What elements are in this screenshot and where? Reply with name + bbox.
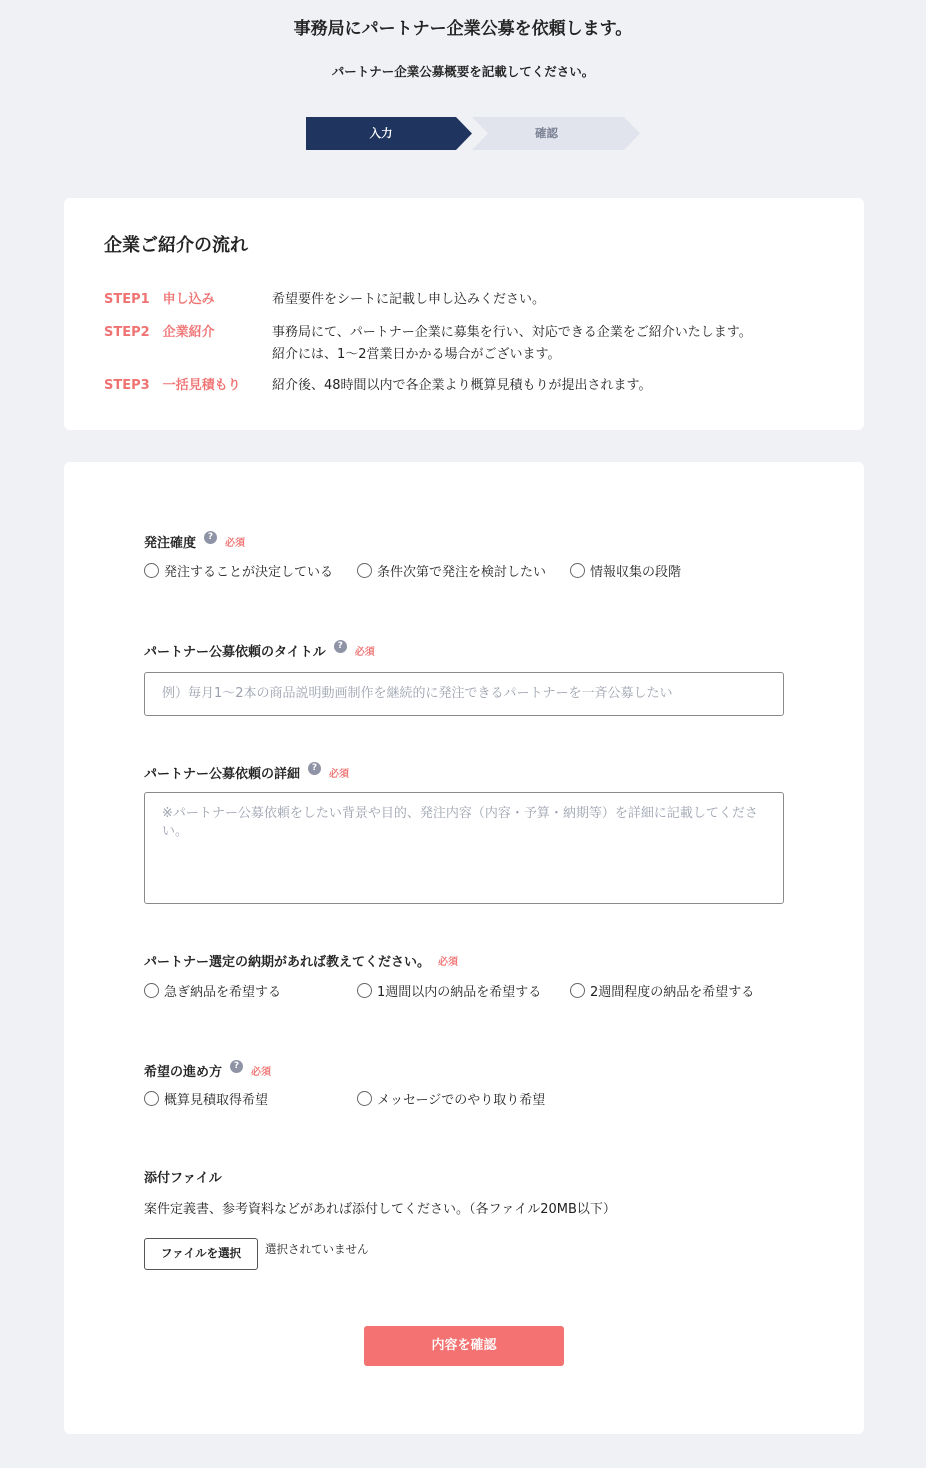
certainty-radio-group <box>144 561 844 581</box>
title-label: パートナー公募依頼のタイトル ? 必須 <box>144 641 375 660</box>
file-status: 選択されていません <box>265 1242 369 1256</box>
confirm-button[interactable]: 内容を確認 <box>364 1326 564 1366</box>
required-badge: 必須 <box>354 647 375 658</box>
page-title: 事務局にパートナー企業公募を依頼します。 <box>293 19 633 39</box>
radio-circle-icon[interactable] <box>357 983 372 998</box>
radio-circle-icon[interactable] <box>570 563 585 578</box>
radio-circle-icon[interactable] <box>144 983 159 998</box>
help-icon[interactable]: ? <box>204 531 217 544</box>
flow-step-description: 希望要件をシートに記載し申し込みください。 <box>272 292 546 307</box>
deadline-label: パートナー選定の納期があれば教えてください。 必須 <box>144 955 459 970</box>
flow-step-label: STEP2 企業紹介 <box>104 325 215 340</box>
radio-certainty-research[interactable]: 情報収集の段階 <box>570 561 681 580</box>
flow-title: 企業ご紹介の流れ <box>104 235 248 256</box>
help-icon[interactable]: ? <box>334 640 347 653</box>
detail-textarea[interactable]: ※パートナー公募依頼をしたい背景や目的、発注内容（内容・予算・納期等）を詳細に記載してください。 <box>144 792 784 904</box>
flow-step-description: 事務局にて、パートナー企業に募集を行い、対応できる企業をご紹介いたします。 紹介には、1〜2営業日かかる場合がございます。 <box>272 325 752 362</box>
help-icon[interactable]: ? <box>308 762 321 775</box>
radio-circle-icon[interactable] <box>570 983 585 998</box>
approach-label: 希望の進め方 ? 必須 <box>144 1061 272 1080</box>
required-badge: 必須 <box>438 957 459 968</box>
step-confirm-label: 確認 <box>535 126 558 140</box>
radio-approach-estimate[interactable]: 概算見積取得希望 <box>144 1089 268 1108</box>
radio-circle-icon[interactable] <box>357 1091 372 1106</box>
required-badge: 必須 <box>329 769 350 780</box>
step-input-label: 入力 <box>369 126 393 140</box>
detail-label: パートナー公募依頼の詳細 ? 必須 <box>144 763 350 782</box>
radio-certainty-considering[interactable]: 条件次第で発注を検討したい <box>357 561 546 580</box>
progress-stepper <box>306 117 640 150</box>
approach-radio-group <box>144 1089 844 1109</box>
radio-deadline-urgent[interactable]: 急ぎ納品を希望する <box>144 981 281 1000</box>
certainty-label: 発注確度 ? 必須 <box>144 532 246 551</box>
attachment-label: 添付ファイル <box>144 1171 222 1186</box>
radio-circle-icon[interactable] <box>144 1091 159 1106</box>
radio-circle-icon[interactable] <box>144 563 159 578</box>
title-input[interactable]: 例）毎月1〜2本の商品説明動画制作を継続的に発注できるパートナーを一斉公募したい <box>144 672 784 716</box>
help-icon[interactable]: ? <box>230 1060 243 1073</box>
radio-deadline-one-week[interactable]: 1週間以内の納品を希望する <box>357 981 541 1000</box>
radio-certainty-decided[interactable]: 発注することが決定している <box>144 561 333 580</box>
radio-circle-icon[interactable] <box>357 563 372 578</box>
choose-file-button[interactable]: ファイルを選択 <box>144 1238 258 1270</box>
request-form <box>64 462 864 1434</box>
deadline-radio-group <box>144 981 844 1001</box>
attachment-note: 案件定義書、参考資料などがあれば添付してください。（各ファイル20MB以下） <box>144 1202 616 1217</box>
flow-step-label: STEP3 一括見積もり <box>104 378 241 393</box>
radio-approach-message[interactable]: メッセージでのやり取り希望 <box>357 1089 545 1108</box>
page-subtitle: パートナー企業公募概要を記載してください。 <box>331 64 595 79</box>
required-badge: 必須 <box>225 538 246 549</box>
radio-deadline-two-weeks[interactable]: 2週間程度の納品を希望する <box>570 981 754 1000</box>
flow-card <box>64 198 864 430</box>
flow-step-description: 紹介後、48時間以内で各企業より概算見積もりが提出されます。 <box>272 378 652 393</box>
flow-step-label: STEP1 申し込み <box>104 292 215 307</box>
required-badge: 必須 <box>251 1067 272 1078</box>
